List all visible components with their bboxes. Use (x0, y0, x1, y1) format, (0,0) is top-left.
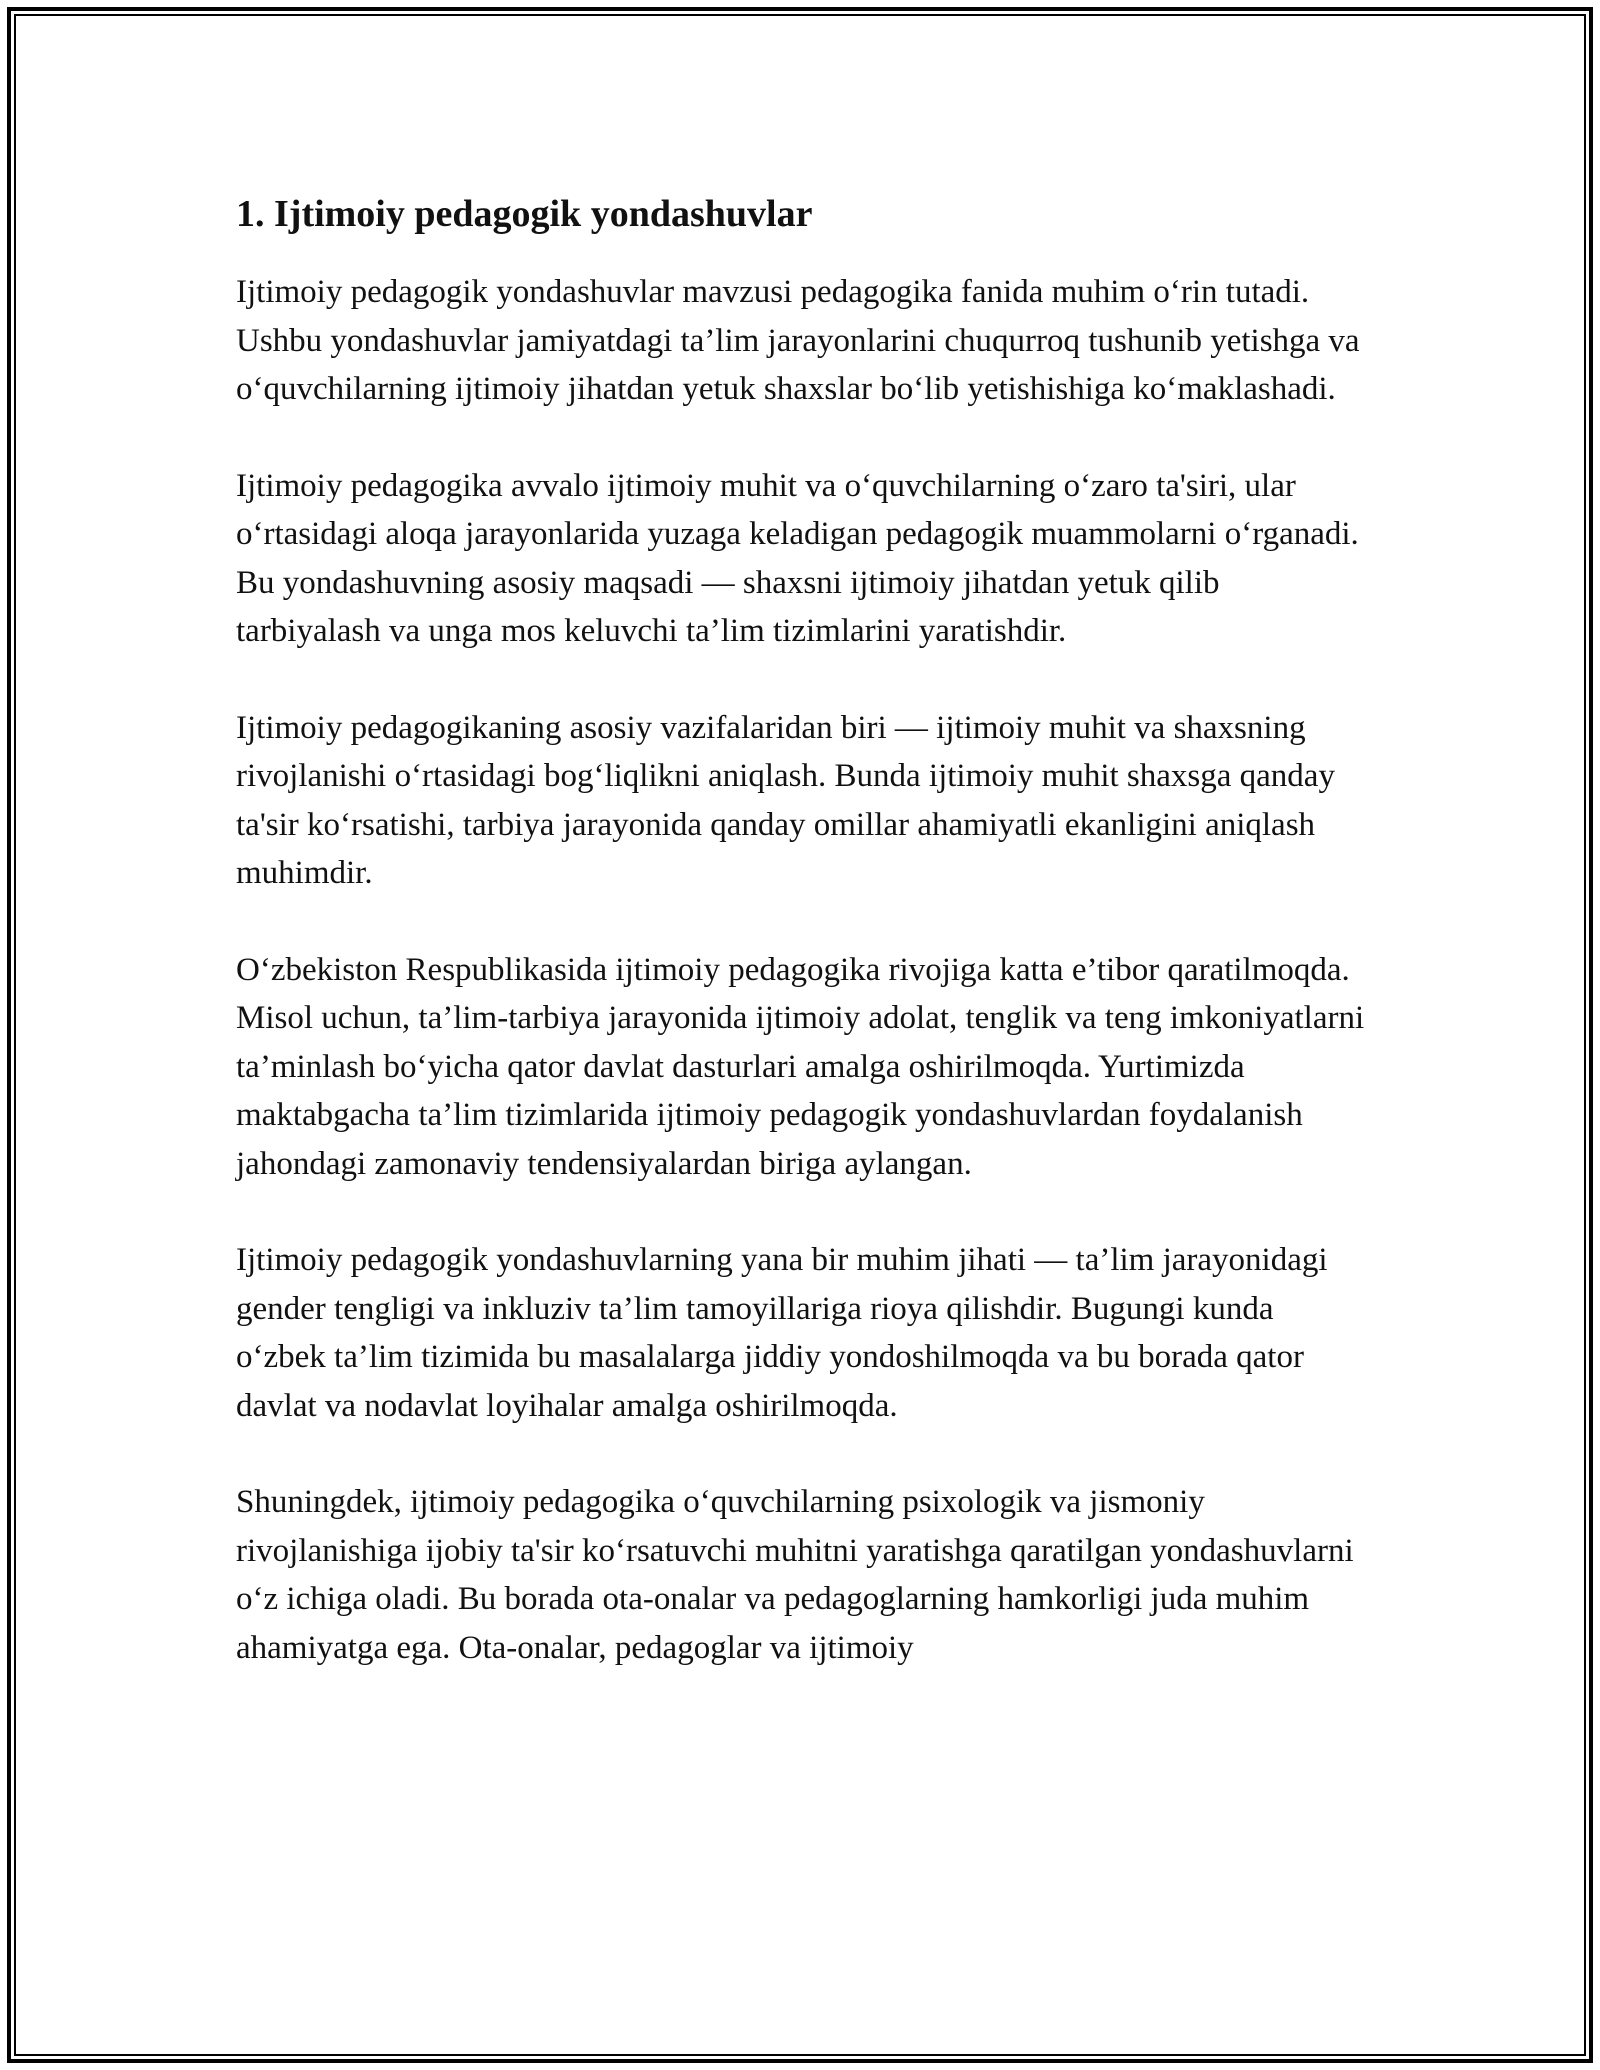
paragraph-4: O‘zbekiston Respublikasida ijtimoiy pedagogika rivojiga katta e’tibor qaratilmoqda. Misol uchun, ta’lim-tarbiya jarayonida ijtimoiy adolat, tenglik va teng imkoniyatlarni ta’minlash bo‘yicha qator davlat dasturlari amalga oshirilmoqda. Yurtimizda maktabgacha ta’lim tizimlarida ijtimoiy pedagogik yondashuvlardan foydalanish jahondagi zamonaviy tendensiyalardan biriga aylangan. (236, 951, 1365, 1182)
paragraph-5: Ijtimoiy pedagogik yondashuvlarning yana bir muhim jihati — ta’lim jarayonidagi gender tengligi va inkluziv ta’lim tamoyillariga rioya qilishdir. Bugungi kunda o‘zbek ta’lim tizimida bu masalalarga jiddiy yondoshilmoqda va bu borada qator davlat va nodavlat loyihalar amalga oshirilmoqda. (236, 1242, 1328, 1424)
paragraph-6: Shuningdek, ijtimoiy pedagogika o‘quvchilarning psixologik va jismoniy rivojlanishiga ijobiy ta'sir ko‘rsatuvchi muhitni yaratishga qaratilgan yondashuvlarni o‘z ichiga oladi. Bu borada ota-onalar va pedagoglarning hamkorligi juda muhim ahamiyatga ega. Ota-onalar, pedagoglar va ijtimoiy (236, 1484, 1354, 1666)
section-heading: 1. Ijtimoiy pedagogik yondashuvlar (236, 193, 813, 235)
paragraph-2: Ijtimoiy pedagogika avvalo ijtimoiy muhit va o‘quvchilarning o‘zaro ta'siri, ular o‘rtasidagi aloqa jarayonlarida yuzaga keladigan pedagogik muammolarni o‘rganadi. Bu yondashuvning asosiy maqsadi — shaxsni ijtimoiy jihatdan yetuk qilib tarbiyalash va unga mos keluvchi ta’lim tizimlarini yaratishdir. (236, 467, 1359, 649)
paragraph-3: Ijtimoiy pedagogikaning asosiy vazifalaridan biri — ijtimoiy muhit va shaxsning rivojlanishi o‘rtasidagi bog‘liqlikni aniqlash. Bunda ijtimoiy muhit shaxsga qanday ta'sir ko‘rsatishi, tarbiya jarayonida qanday omillar ahamiyatli ekanligini aniqlash muhimdir. (236, 709, 1335, 891)
document-body (236, 188, 1366, 1720)
paragraph-1: Ijtimoiy pedagogik yondashuvlar mavzusi pedagogika fanida muhim o‘rin tutadi. Ushbu yondashuvlar jamiyatdagi ta’lim jarayonlarini chuqurroq tushunib yetishga va o‘quvchilarning ijtimoiy jihatdan yetuk shaxslar bo‘lib yetishishiga ko‘maklashadi. (236, 274, 1360, 407)
